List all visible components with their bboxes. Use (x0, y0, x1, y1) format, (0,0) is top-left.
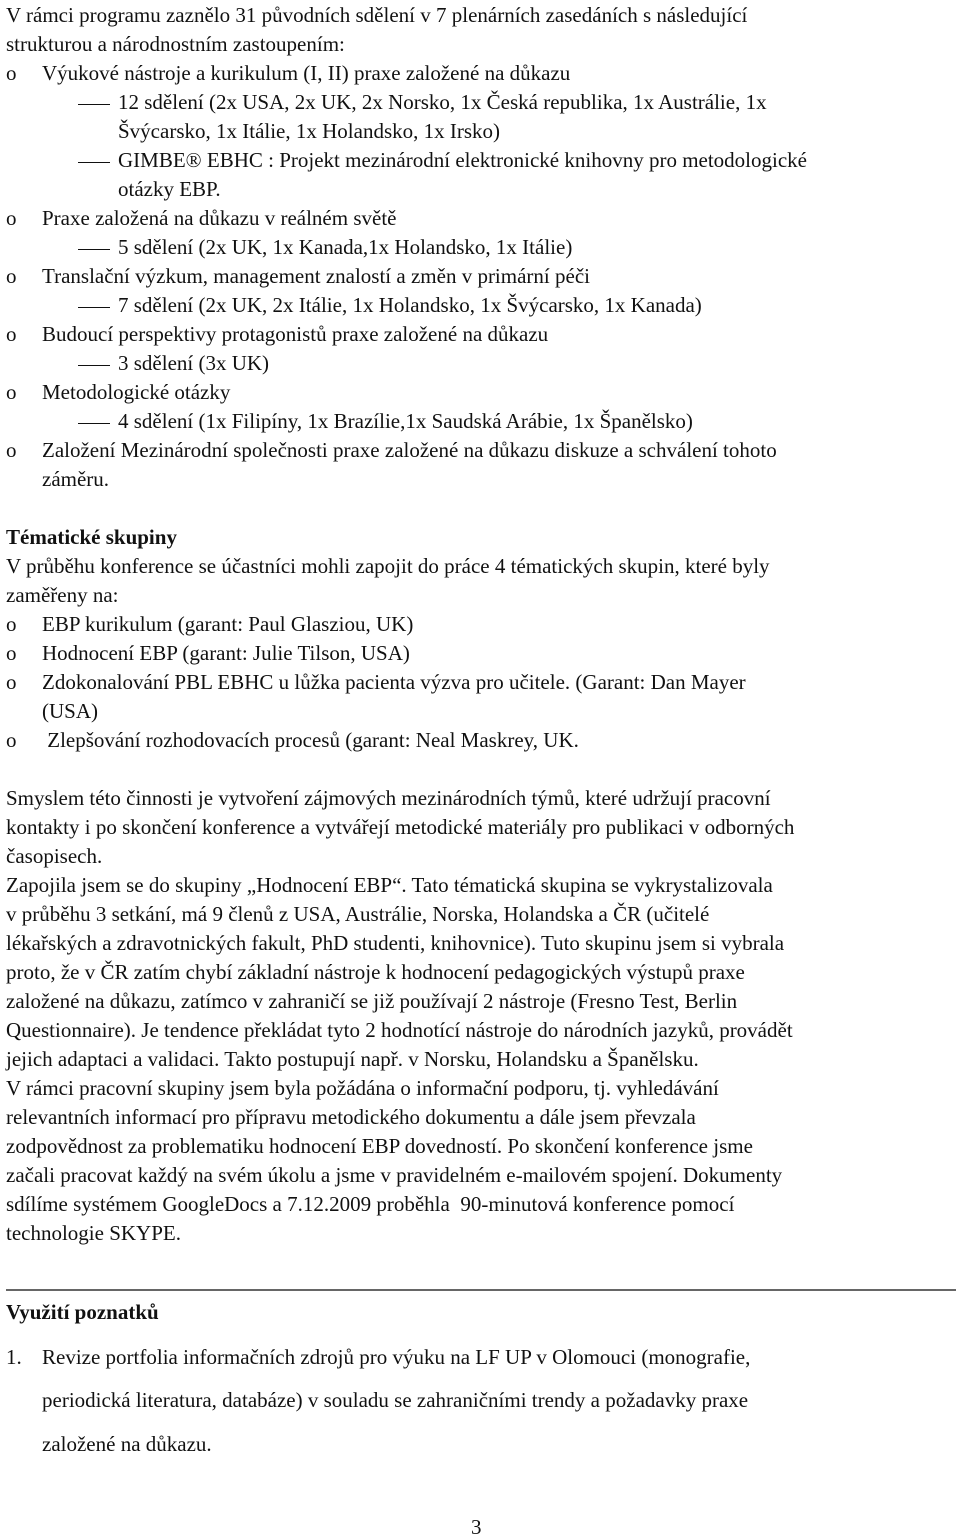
group-item: Zlepšování rozhodovacích procesů (garant: Neal Maskrey, UK. (42, 728, 579, 752)
program-subitem: 4 sdělení (1x Filipíny, 1x Brazílie,1x Saudská Arábie, 1x Španělsko) (118, 409, 693, 433)
paragraph-line: relevantních informací pro přípravu metodického dokumentu a dále jsem převzala (6, 1105, 696, 1129)
paragraph-line: jejich adaptaci a validaci. Takto postupují např. v Norsku, Holandsku a Španělsku. (6, 1047, 699, 1071)
bullet-marker: o (6, 612, 17, 636)
program-subitem: 5 sdělení (2x UK, 1x Kanada,1x Holandsko, 1x Itálie) (118, 235, 573, 259)
dash-marker (78, 423, 110, 424)
paragraph-line: začali pracovat každý na svém úkolu a jsme v pravidelném e-mailovém spojení. Dokumenty (6, 1163, 783, 1187)
paragraph-line: technologie SKYPE. (6, 1221, 181, 1245)
group-item: EBP kurikulum (garant: Paul Glasziou, UK) (42, 612, 414, 636)
group-item: Zdokonalování PBL EBHC u lůžka pacienta výzva pro učitele. (Garant: Dan Mayer (42, 670, 746, 694)
paragraph-line: V rámci pracovní skupiny jsem byla požádána o informační podporu, tj. vyhledávání (6, 1076, 719, 1100)
group-item: Hodnocení EBP (garant: Julie Tilson, USA) (42, 641, 410, 665)
bullet-marker: o (6, 728, 17, 752)
paragraph-line: Questionnaire). Je tendence překládat tyto 2 hodnotící nástroje do národních jazyků, provádět (6, 1018, 793, 1042)
bullet-marker: o (6, 61, 17, 85)
dash-marker (78, 104, 110, 105)
page-number: 3 (471, 1515, 482, 1539)
dash-marker (78, 249, 110, 250)
usage-item-line: Revize portfolia informačních zdrojů pro výuku na LF UP v Olomouci (monografie, (42, 1345, 751, 1369)
section-heading: Tématické skupiny (6, 525, 177, 549)
bullet-marker: o (6, 206, 17, 230)
paragraph-line: založené na důkazu, zatímco v zahraničí se již používají 2 nástroje (Fresno Test, Berlin (6, 989, 738, 1013)
paragraph-line: lékařských a zdravotnických fakult, PhD studenti, knihovnice). Tuto skupinu jsem si vybrala (6, 931, 785, 955)
paragraph-line: sdílíme systémem GoogleDocs a 7.12.2009 proběhla 90-minutová konference pomocí (6, 1192, 735, 1216)
dash-marker (78, 307, 110, 308)
paragraph-line: Smyslem této činnosti je vytvoření zájmových mezinárodních týmů, které udržují pracovní (6, 786, 771, 810)
paragraph-line: časopisech. (6, 844, 103, 868)
bullet-marker: o (6, 438, 17, 462)
paragraph-line: V průběhu konference se účastníci mohli zapojit do práce 4 tématických skupin, které byly (6, 554, 770, 578)
bullet-marker: o (6, 322, 17, 346)
program-item: záměru. (42, 467, 110, 491)
dash-marker (78, 365, 110, 366)
paragraph-line: zodpovědnost za problematiku hodnocení EBP dovedností. Po skončení konference jsme (6, 1134, 753, 1158)
program-intro-line: strukturou a národnostním zastoupením: (6, 32, 345, 56)
group-item: (USA) (42, 699, 98, 723)
paragraph-line: v průběhu 3 setkání, má 9 členů z USA, Austrálie, Norska, Holandska a ČR (učitelé (6, 902, 710, 926)
section-heading: Využití poznatků (6, 1300, 159, 1324)
dash-marker (78, 162, 110, 163)
program-subitem: 3 sdělení (3x UK) (118, 351, 270, 375)
program-item: Budoucí perspektivy protagonistů praxe založené na důkazu (42, 322, 549, 346)
usage-item-line: periodická literatura, databáze) v souladu se zahraničními trendy a požadavky praxe (42, 1388, 749, 1412)
paragraph-line: Zapojila jsem se do skupiny „Hodnocení EBP“. Tato tématická skupina se vykrystalizovala (6, 873, 773, 897)
program-item: Výukové nástroje a kurikulum (I, II) praxe založené na důkazu (42, 61, 571, 85)
program-subitem: 12 sdělení (2x USA, 2x UK, 2x Norsko, 1x Česká republika, 1x Austrálie, 1x (118, 90, 767, 114)
bullet-marker: o (6, 380, 17, 404)
program-item: Praxe založená na důkazu v reálném světě (42, 206, 397, 230)
bullet-marker: o (6, 670, 17, 694)
horizontal-divider (6, 1289, 956, 1291)
bullet-marker: o (6, 641, 17, 665)
list-number: 1. (6, 1345, 22, 1369)
program-item: Založení Mezinárodní společnosti praxe založené na důkazu diskuze a schválení tohoto (42, 438, 777, 462)
usage-item-line: založené na důkazu. (42, 1432, 212, 1456)
paragraph-line: kontakty i po skončení konference a vytvářejí metodické materiály pro publikaci v odborných (6, 815, 795, 839)
bullet-marker: o (6, 264, 17, 288)
paragraph-line: zaměřeny na: (6, 583, 119, 607)
program-subitem: Švýcarsko, 1x Itálie, 1x Holandsko, 1x Irsko) (118, 119, 501, 143)
program-subitem: otázky EBP. (118, 177, 221, 201)
program-subitem: 7 sdělení (2x UK, 2x Itálie, 1x Holandsko, 1x Švýcarsko, 1x Kanada) (118, 293, 702, 317)
program-item: Translační výzkum, management znalostí a změn v primární péči (42, 264, 590, 288)
program-item: Metodologické otázky (42, 380, 231, 404)
paragraph-line: proto, že v ČR zatím chybí základní nástroje k hodnocení pedagogických výstupů praxe (6, 960, 745, 984)
program-subitem: GIMBE® EBHC : Projekt mezinárodní elektronické knihovny pro metodologické (118, 148, 807, 172)
program-intro-line: V rámci programu zaznělo 31 původních sdělení v 7 plenárních zasedáních s následující (6, 3, 748, 27)
